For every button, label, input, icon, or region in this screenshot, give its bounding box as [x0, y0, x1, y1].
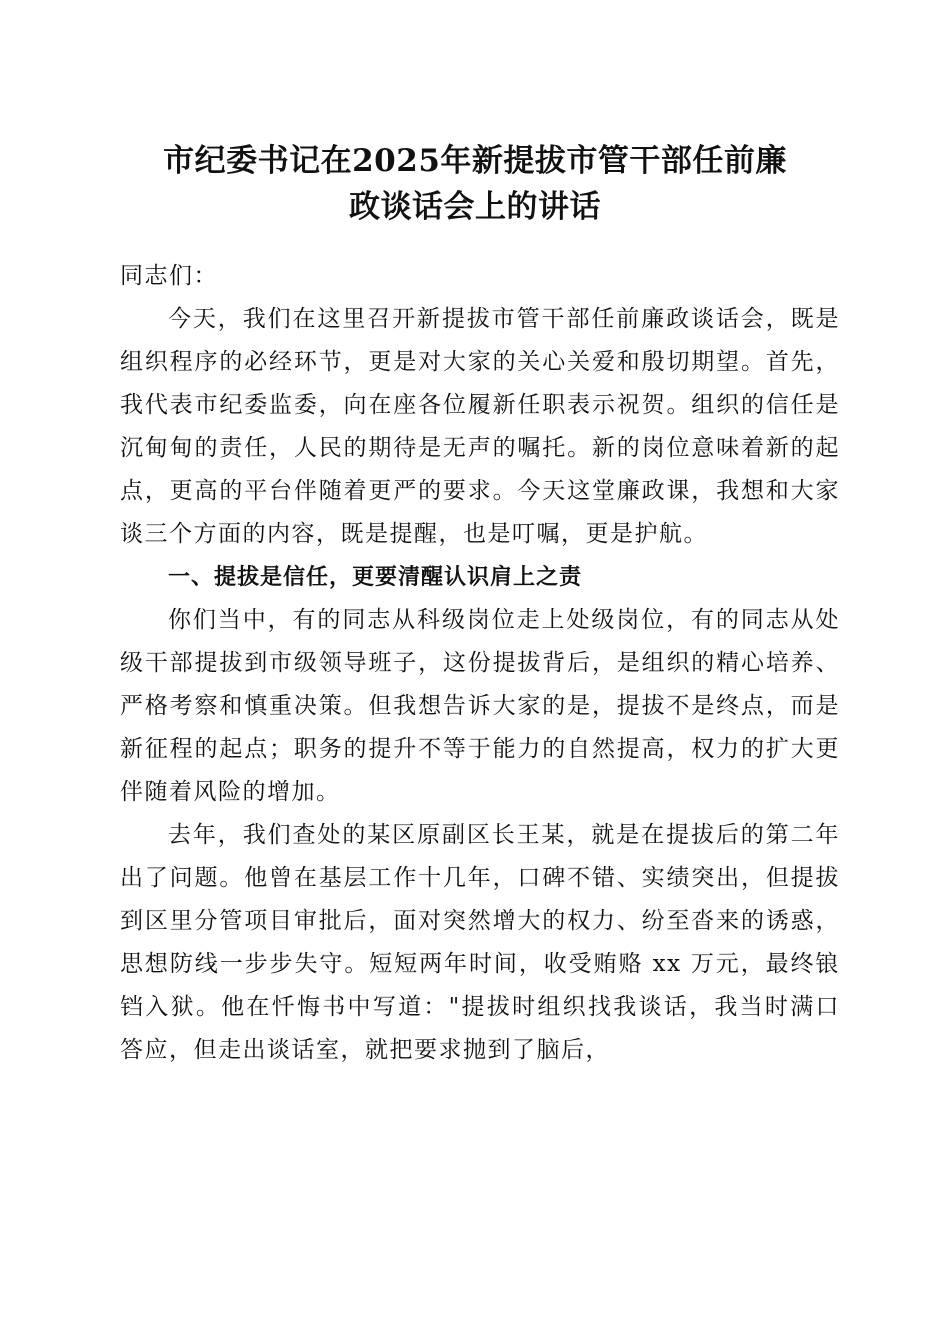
title-line-2: 政谈话会上的讲话: [349, 189, 601, 225]
paragraph-intro: 今天，我们在这里召开新提拔市管干部任前廉政谈话会，既是组织程序的必经环节，更是对大家的关心关爱和殷切期望。首先，我代表市纪委监委，向在座各位履新任职表示祝贺。组织的信任是沉甸甸的责任，人民的期待是无声的嘱托。新的岗位意味着新的起点，更高的平台伴随着更严的要求。今天这堂廉政课，我想和大家谈三个方面的内容，既是提醒，也是叮嘱，更是护航。: [120, 306, 840, 547]
title-line-1: 市纪委书记在2025年新提拔市管干部任前廉: [163, 143, 787, 179]
document-body: [120, 255, 840, 1072]
salutation: 同志们：: [120, 263, 218, 289]
document-title: [100, 138, 850, 230]
paragraph-case-example: 去年，我们查处的某区原副区长王某，就是在提拔后的第二年出了问题。他曾在基层工作十几年，口碑不错、实绩突出，但提拔到区里分管项目审批后，面对突然增大的权力、纷至沓来的诱惑，思想防线一步步失守。短短两年时间，收受贿赂 xx 万元，最终锒铛入狱。他在忏悔书中写道："提拔时组织找我谈话，我当时满口答应，但走出谈话室，就把要求抛到了脑后，: [120, 822, 840, 1063]
paragraph-promotion: 你们当中，有的同志从科级岗位走上处级岗位，有的同志从处级干部提拔到市级领导班子，这份提拔背后，是组织的精心培养、严格考察和慎重决策。但我想告诉大家的是，提拔不是终点，而是新征程的起点；职务的提升不等于能力的自然提高，权力的扩大更伴随着风险的增加。: [120, 607, 840, 805]
section-heading-1: 一、提拔是信任，更要清醒认识肩上之责: [168, 565, 583, 590]
